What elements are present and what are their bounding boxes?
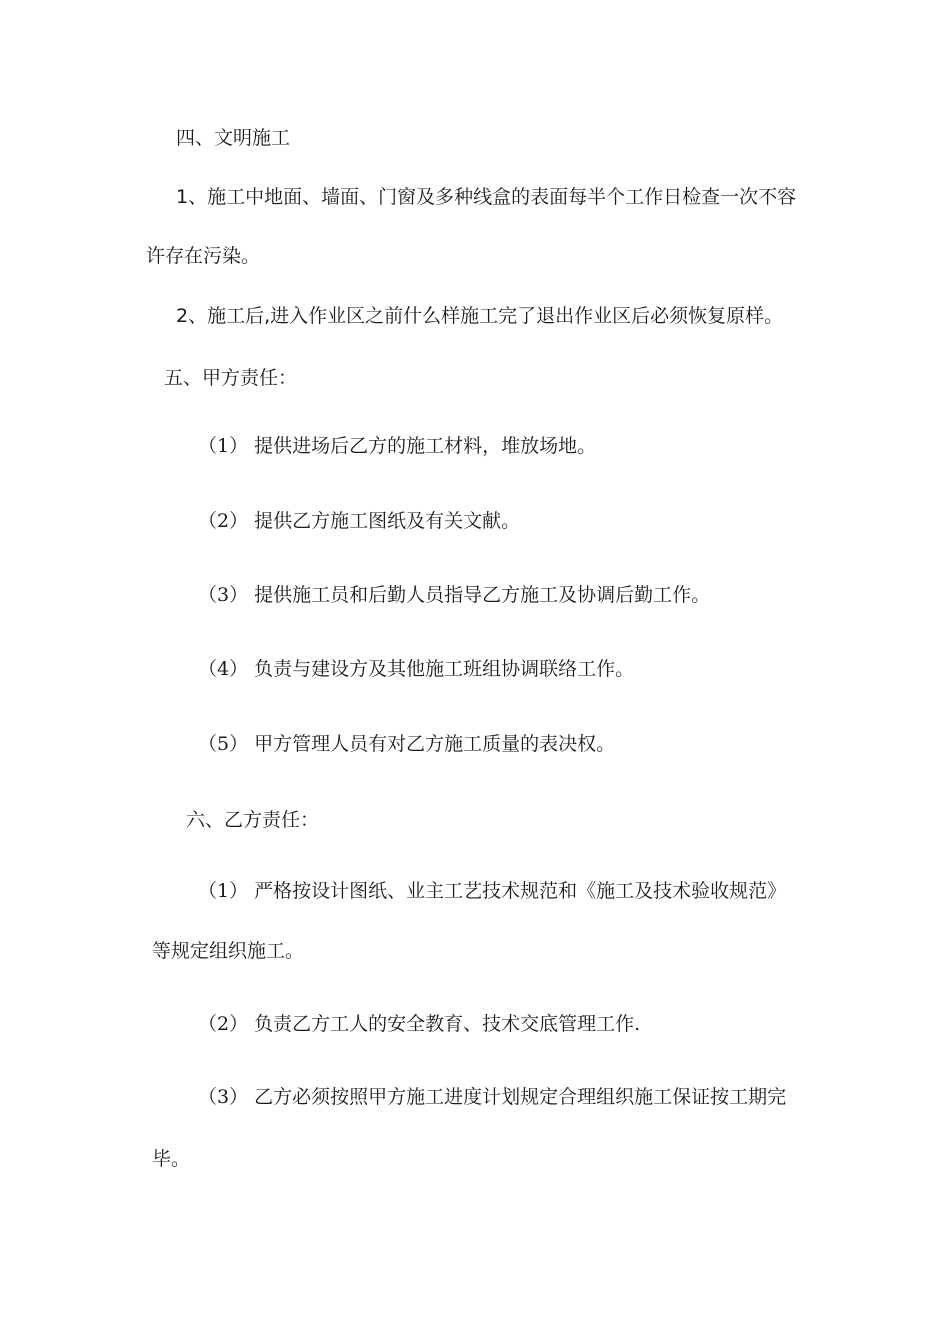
section-6-item-3-line-2: 毕。 (152, 1148, 191, 1170)
section-6-item-1-line-2: 等规定组织施工。 (152, 940, 305, 962)
section-4-heading: 四、文明施工 (176, 127, 291, 149)
section-5-item-1: （1） 提供进场后乙方的施工材料，堆放场地。 (198, 435, 597, 457)
section-5-item-3: （3） 提供施工员和后勤人员指导乙方施工及协调后勤工作。 (198, 584, 711, 606)
section-6-item-3-line-1: （3） 乙方必须按照甲方施工进度计划规定合理组织施工保证按工期完 (198, 1086, 787, 1108)
section-5-item-4: （4） 负责与建设方及其他施工班组协调联络工作。 (198, 658, 635, 680)
section-6-heading: 六、乙方责任： (186, 809, 320, 831)
section-6-item-2: （2） 负责乙方工人的安全教育、技术交底管理工作. (198, 1013, 641, 1035)
section-4-item-1-line-1: 1、施工中地面、墙面、门窗及多种线盒的表面每半个工作日检查一次不容 (176, 186, 797, 208)
section-6-item-1-line-1: （1） 严格按设计图纸、业主工艺技术规范和《施工及技术验收规范》 (198, 880, 787, 902)
section-5-heading: 五、甲方责任： (164, 367, 298, 389)
section-4-item-1-line-2: 许存在污染。 (146, 245, 261, 267)
section-4-item-2: 2、施工后,进入作业区之前什么样施工完了退出作业区后必须恢复原样。 (176, 305, 784, 327)
section-5-item-2: （2） 提供乙方施工图纸及有关文献。 (198, 510, 521, 532)
section-5-item-5: （5） 甲方管理人员有对乙方施工质量的表决权。 (198, 733, 616, 755)
